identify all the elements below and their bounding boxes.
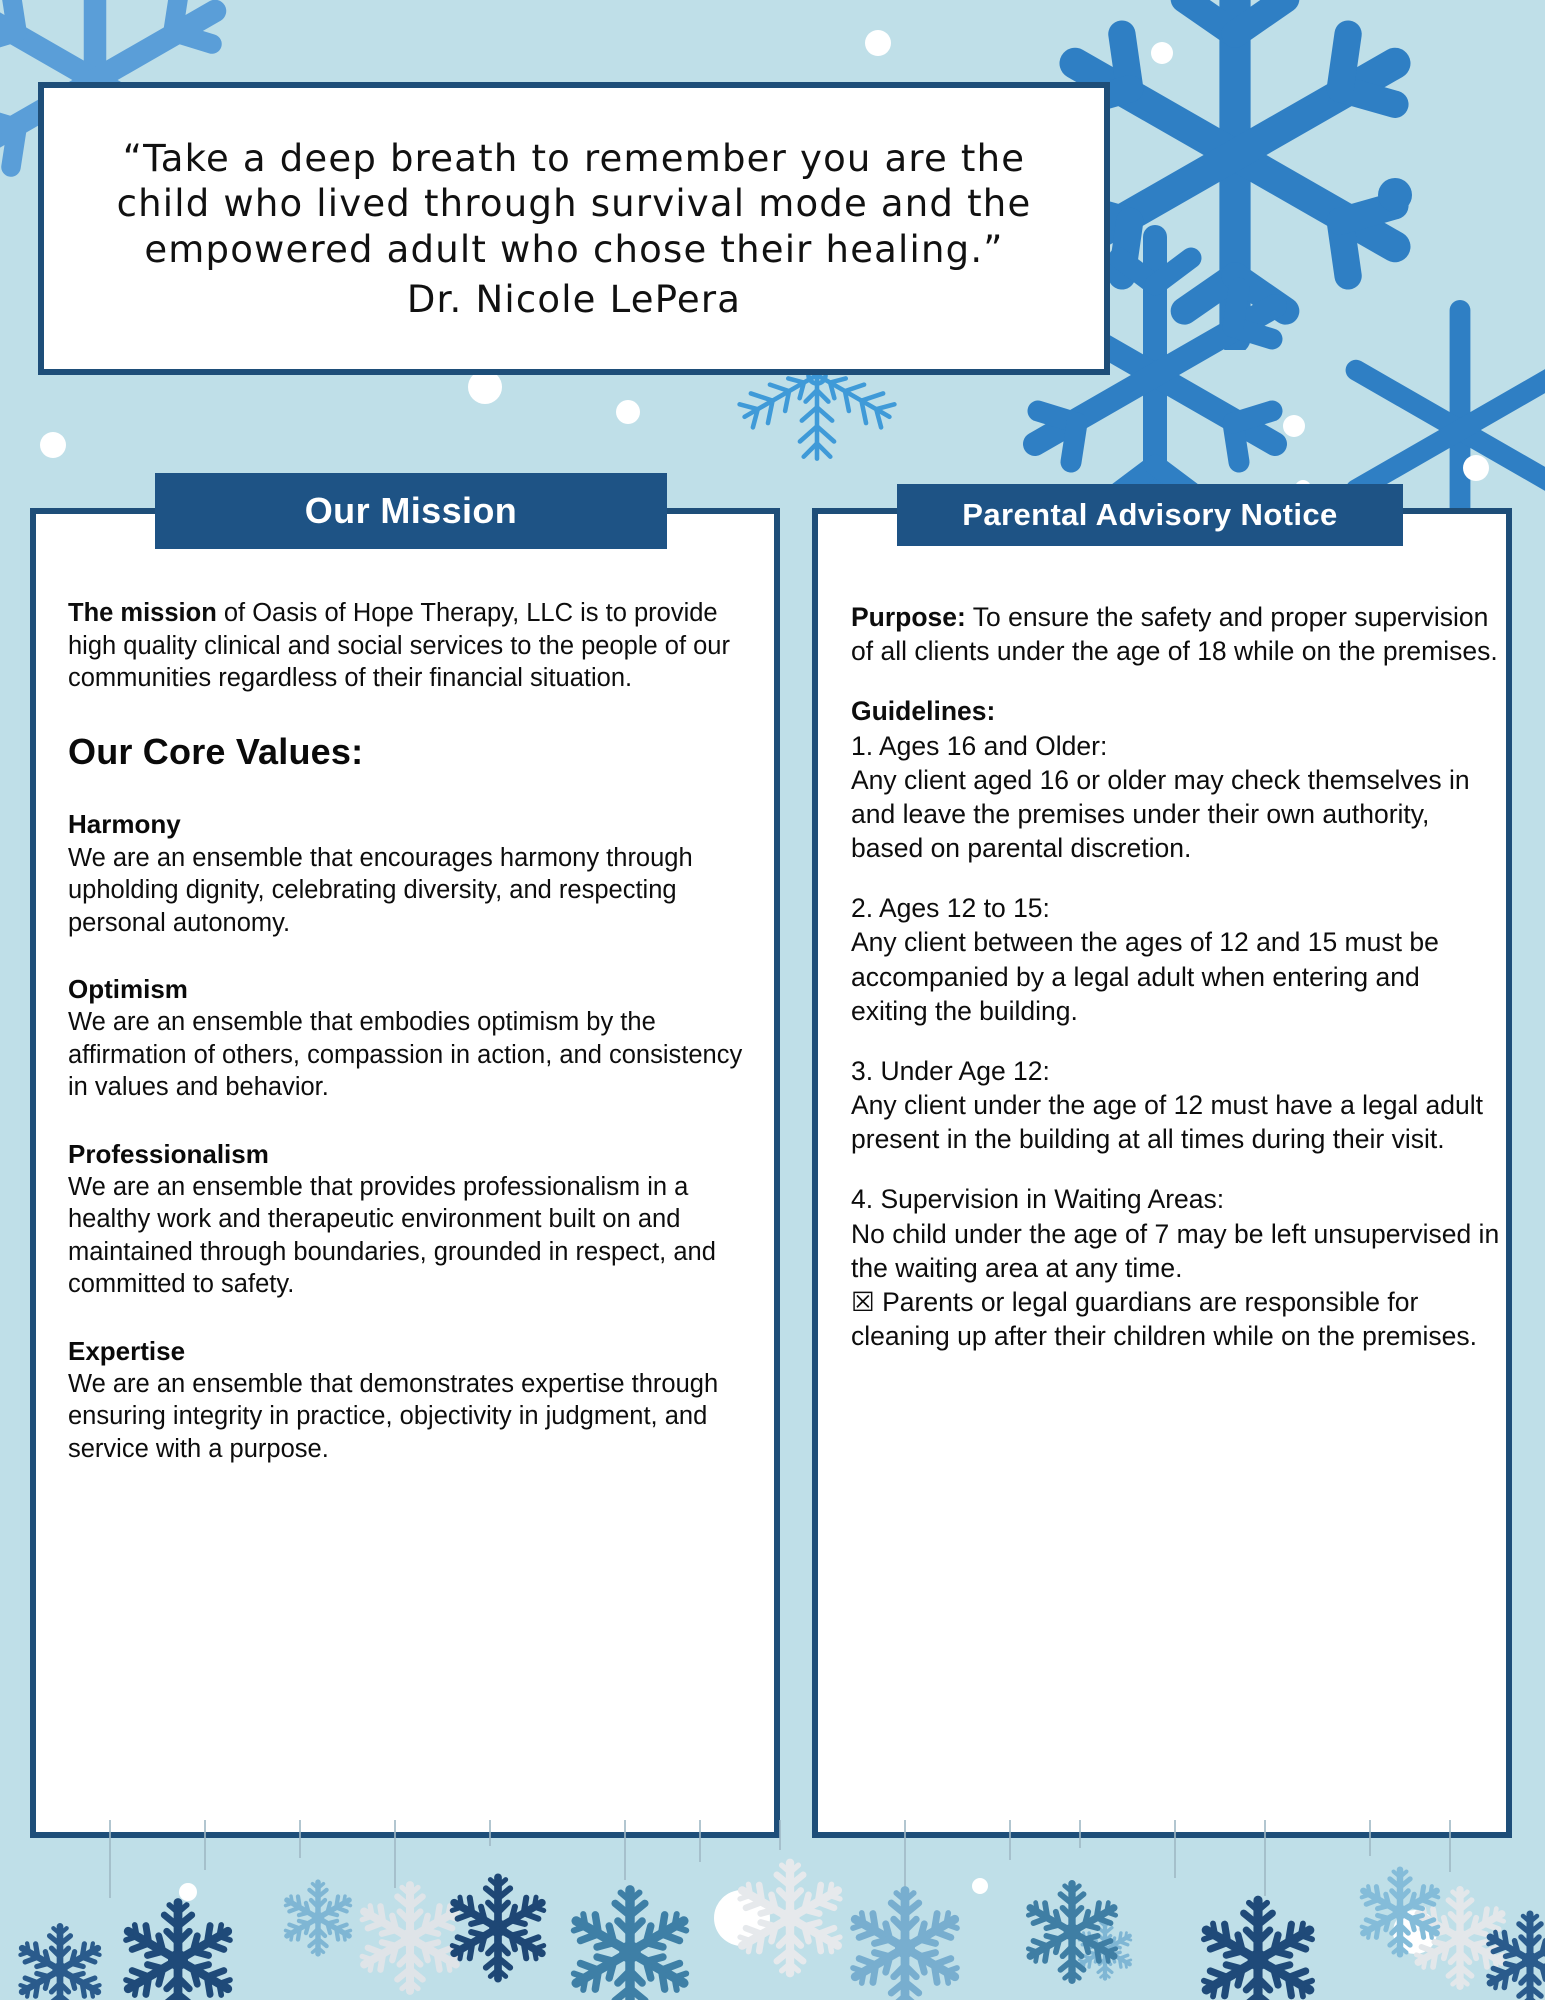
- guideline-body-1: Any client aged 16 or older may check themselves in and leave the premises under their own authority, based on parental discretion.: [851, 764, 1470, 864]
- mission-intro-bold: The mission: [68, 599, 217, 627]
- advisory-guidelines-label: Guidelines:: [851, 696, 996, 727]
- advisory-banner-title: Parental Advisory Notice: [962, 497, 1338, 532]
- guideline-heading-2: 2. Ages 12 to 15:: [851, 893, 1050, 924]
- snow-dot: [1463, 455, 1489, 481]
- snow-dot: [1151, 42, 1173, 64]
- value-desc-professionalism: We are an ensemble that provides professionalism in a healthy work and therapeutic environment built on and maintained through boundaries, grounded in respect, and committed to safety.: [68, 1172, 716, 1299]
- advisory-purpose: [851, 600, 1501, 668]
- guideline-heading-4: 4. Supervision in Waiting Areas:: [851, 1184, 1225, 1215]
- snow-dot: [616, 400, 640, 424]
- guideline-heading-1: 1. Ages 16 and Older:: [851, 730, 1108, 761]
- value-name-professionalism: Professionalism: [68, 1138, 269, 1169]
- bottom-snowflake-border: [0, 1820, 1545, 2000]
- value-name-harmony: Harmony: [68, 809, 181, 840]
- mission-intro: [68, 597, 758, 695]
- quote-box: [38, 82, 1110, 375]
- mission-intro-rest: of Oasis of Hope Therapy, LLC is to provide high quality clinical and social services to the people of our communities regardless of their financial situation.: [68, 599, 730, 692]
- value-name-optimism: Optimism: [68, 974, 188, 1005]
- quote-text: “Take a deep breath to remember you are the child who lived through survival mode and the empowered adult who chose their healing.”: [116, 137, 1032, 271]
- mission-panel-body: [68, 597, 758, 1465]
- value-desc-expertise: We are an ensemble that demonstrates expertise through ensuring integrity in practice, objectivity in judgment, and service with a purpose.: [68, 1369, 719, 1463]
- snow-dot-blue: [1378, 178, 1412, 212]
- value-name-expertise: Expertise: [68, 1335, 186, 1366]
- snow-dot: [865, 30, 891, 56]
- guideline-body-2: Any client between the ages of 12 and 15 must be accompanied by a legal adult when entering and exiting the building.: [851, 927, 1439, 1026]
- snow-dot: [40, 432, 66, 458]
- advisory-purpose-label: Purpose:: [851, 602, 966, 632]
- missing-glyph-bullet-icon: ☒: [851, 1286, 875, 1317]
- advisory-closing-note: [851, 1285, 1501, 1353]
- quote-author: Dr. Nicole LePera: [406, 277, 742, 321]
- advisory-banner: [897, 484, 1403, 546]
- value-desc-harmony: We are an ensemble that encourages harmony through upholding dignity, celebrating diversity, and respecting personal autonomy.: [68, 843, 693, 937]
- guideline-heading-3: 3. Under Age 12:: [851, 1055, 1050, 1086]
- value-desc-optimism: We are an ensemble that embodies optimism by the affirmation of others, compassion in action, and consistency in values and behavior.: [68, 1008, 743, 1102]
- snow-dot: [1283, 415, 1305, 437]
- advisory-panel-body: [851, 600, 1501, 1353]
- mission-banner-title: Our Mission: [304, 490, 518, 531]
- mission-banner: [155, 473, 667, 549]
- advisory-purpose-text: To ensure the safety and proper supervision of all clients under the age of 18 while on the premises.: [851, 602, 1498, 667]
- core-values-heading: Our Core Values:: [68, 730, 364, 772]
- snow-dot: [468, 370, 502, 404]
- guideline-body-4: No child under the age of 7 may be left unsupervised in the waiting area at any time.: [851, 1218, 1500, 1283]
- guideline-body-3: Any client under the age of 12 must have a legal adult present in the building at all times during their visit.: [851, 1090, 1484, 1155]
- advisory-closing-text: Parents or legal guardians are responsible for cleaning up after their children while on the premises.: [851, 1286, 1478, 1352]
